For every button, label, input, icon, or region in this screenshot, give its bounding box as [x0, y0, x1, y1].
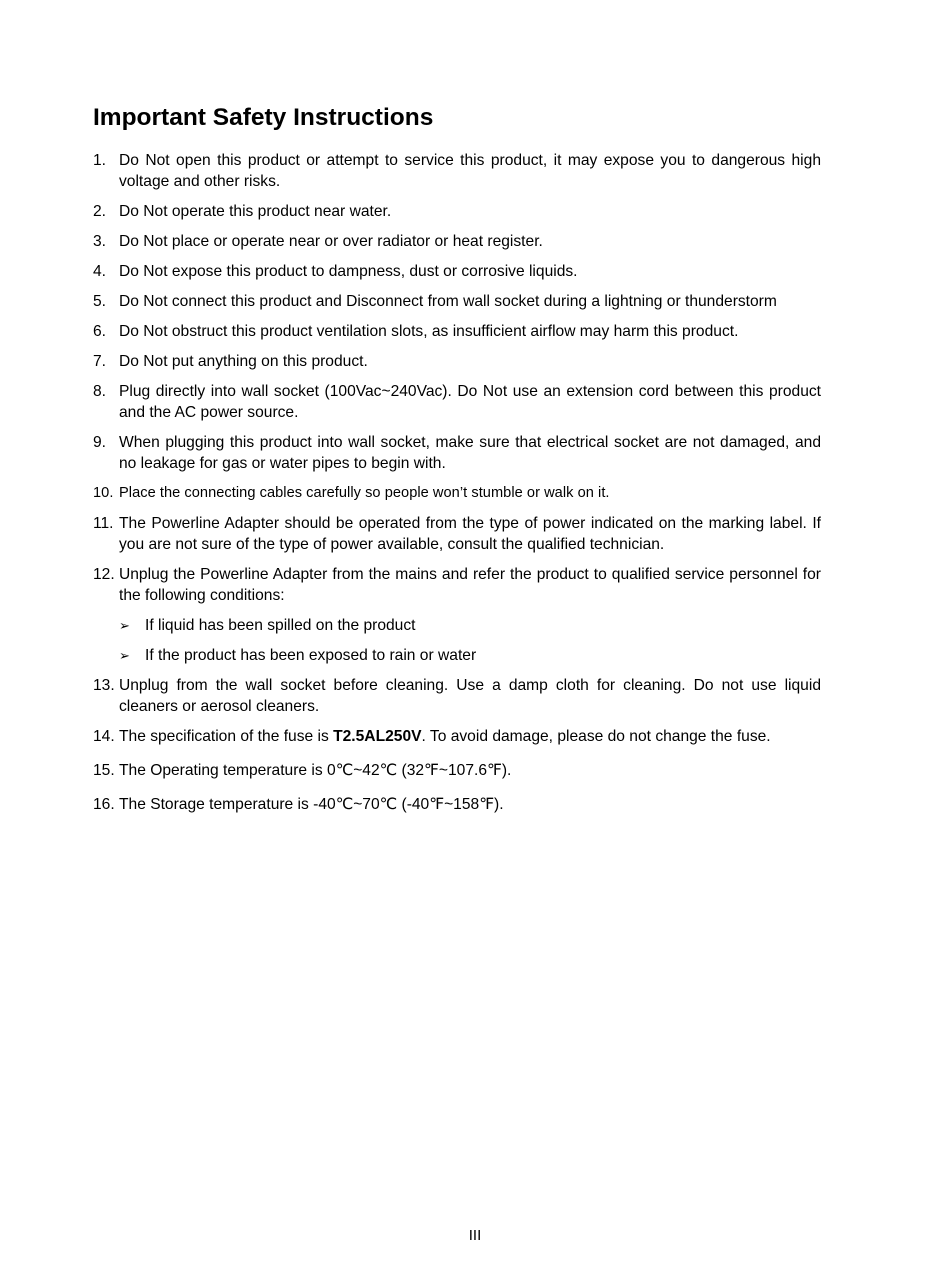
list-item [93, 726, 821, 747]
page-number: III [468, 1227, 482, 1244]
item-number: 3. [93, 233, 107, 250]
list-item [93, 564, 821, 606]
item-number: 8. [93, 383, 107, 400]
item-text-before: The specification of the fuse is [119, 728, 334, 745]
item-text: The Powerline Adapter should be operated from the type of power indicated on the marking label. If you are not sure of the type of power available, consult the qualified technician. [119, 515, 821, 553]
item-number: 15. [93, 762, 115, 779]
item-text: Place the connecting cables carefully so people won’t stumble or walk on it. [119, 485, 610, 501]
list-item [93, 261, 821, 282]
item-number: 7. [93, 353, 107, 370]
sub-list-item [93, 615, 821, 636]
page-title: Important Safety Instructions [93, 104, 434, 131]
item-text: Unplug the Powerline Adapter from the mains and refer the product to qualified service personnel for the following conditions: [119, 566, 821, 604]
list-item [93, 513, 821, 555]
item-number: 9. [93, 434, 107, 451]
list-item [93, 291, 821, 312]
sub-item-text: If liquid has been spilled on the product [145, 617, 416, 634]
document-page [93, 103, 821, 824]
list-item [93, 483, 821, 504]
item-text: Do Not operate this product near water. [119, 203, 392, 220]
item-number: 5. [93, 293, 107, 310]
item-text: Do Not put anything on this product. [119, 353, 368, 370]
list-item [93, 432, 821, 474]
item-number: 1. [93, 152, 107, 169]
item-text: Do Not open this product or attempt to service this product, it may expose you to dangerous high voltage and other risks. [119, 152, 821, 190]
safety-instructions-list-continued [93, 675, 821, 815]
item-number: 11. [93, 515, 114, 532]
list-item [93, 794, 821, 815]
safety-instructions-list [93, 150, 821, 606]
item-text: Unplug from the wall socket before cleaning. Use a damp cloth for cleaning. Do not use liquid cleaners or aerosol cleaners. [119, 677, 821, 715]
item-text: Do Not expose this product to dampness, dust or corrosive liquids. [119, 263, 578, 280]
item-text: Plug directly into wall socket (100Vac~240Vac). Do Not use an extension cord between this product and the AC power source. [119, 383, 821, 421]
item-text-after: . To avoid damage, please do not change the fuse. [421, 728, 771, 745]
arrow-bullet-icon: ➢ [119, 648, 130, 663]
list-item [93, 201, 821, 222]
item-number: 13. [93, 677, 115, 694]
item-number: 2. [93, 203, 107, 220]
item-number: 16. [93, 796, 115, 813]
conditions-sublist [93, 615, 821, 666]
list-item [93, 675, 821, 717]
sub-item-text: If the product has been exposed to rain or water [145, 647, 477, 664]
list-item [93, 150, 821, 192]
item-number: 12. [93, 566, 115, 583]
list-item [93, 321, 821, 342]
item-text: Do Not obstruct this product ventilation slots, as insufficient airflow may harm this product. [119, 323, 739, 340]
list-item [93, 351, 821, 372]
item-number: 4. [93, 263, 107, 280]
item-number: 14. [93, 728, 115, 745]
item-text: The Storage temperature is -40℃~70℃ (-40℉~158℉). [119, 796, 504, 813]
fuse-spec: T2.5AL250V [333, 728, 422, 745]
sub-list-item [93, 645, 821, 666]
item-text: Do Not connect this product and Disconnect from wall socket during a lightning or thunderstorm [119, 293, 777, 310]
list-item [93, 760, 821, 781]
list-item [93, 381, 821, 423]
item-text: The Operating temperature is 0℃~42℃ (32℉~107.6℉). [119, 762, 512, 779]
item-text: Do Not place or operate near or over radiator or heat register. [119, 233, 543, 250]
item-number: 6. [93, 323, 107, 340]
list-item [93, 231, 821, 252]
item-text: When plugging this product into wall socket, make sure that electrical socket are not damaged, and no leakage for gas or water pipes to begin with. [119, 434, 821, 472]
arrow-bullet-icon: ➢ [119, 618, 130, 633]
item-number: 10. [93, 485, 114, 501]
